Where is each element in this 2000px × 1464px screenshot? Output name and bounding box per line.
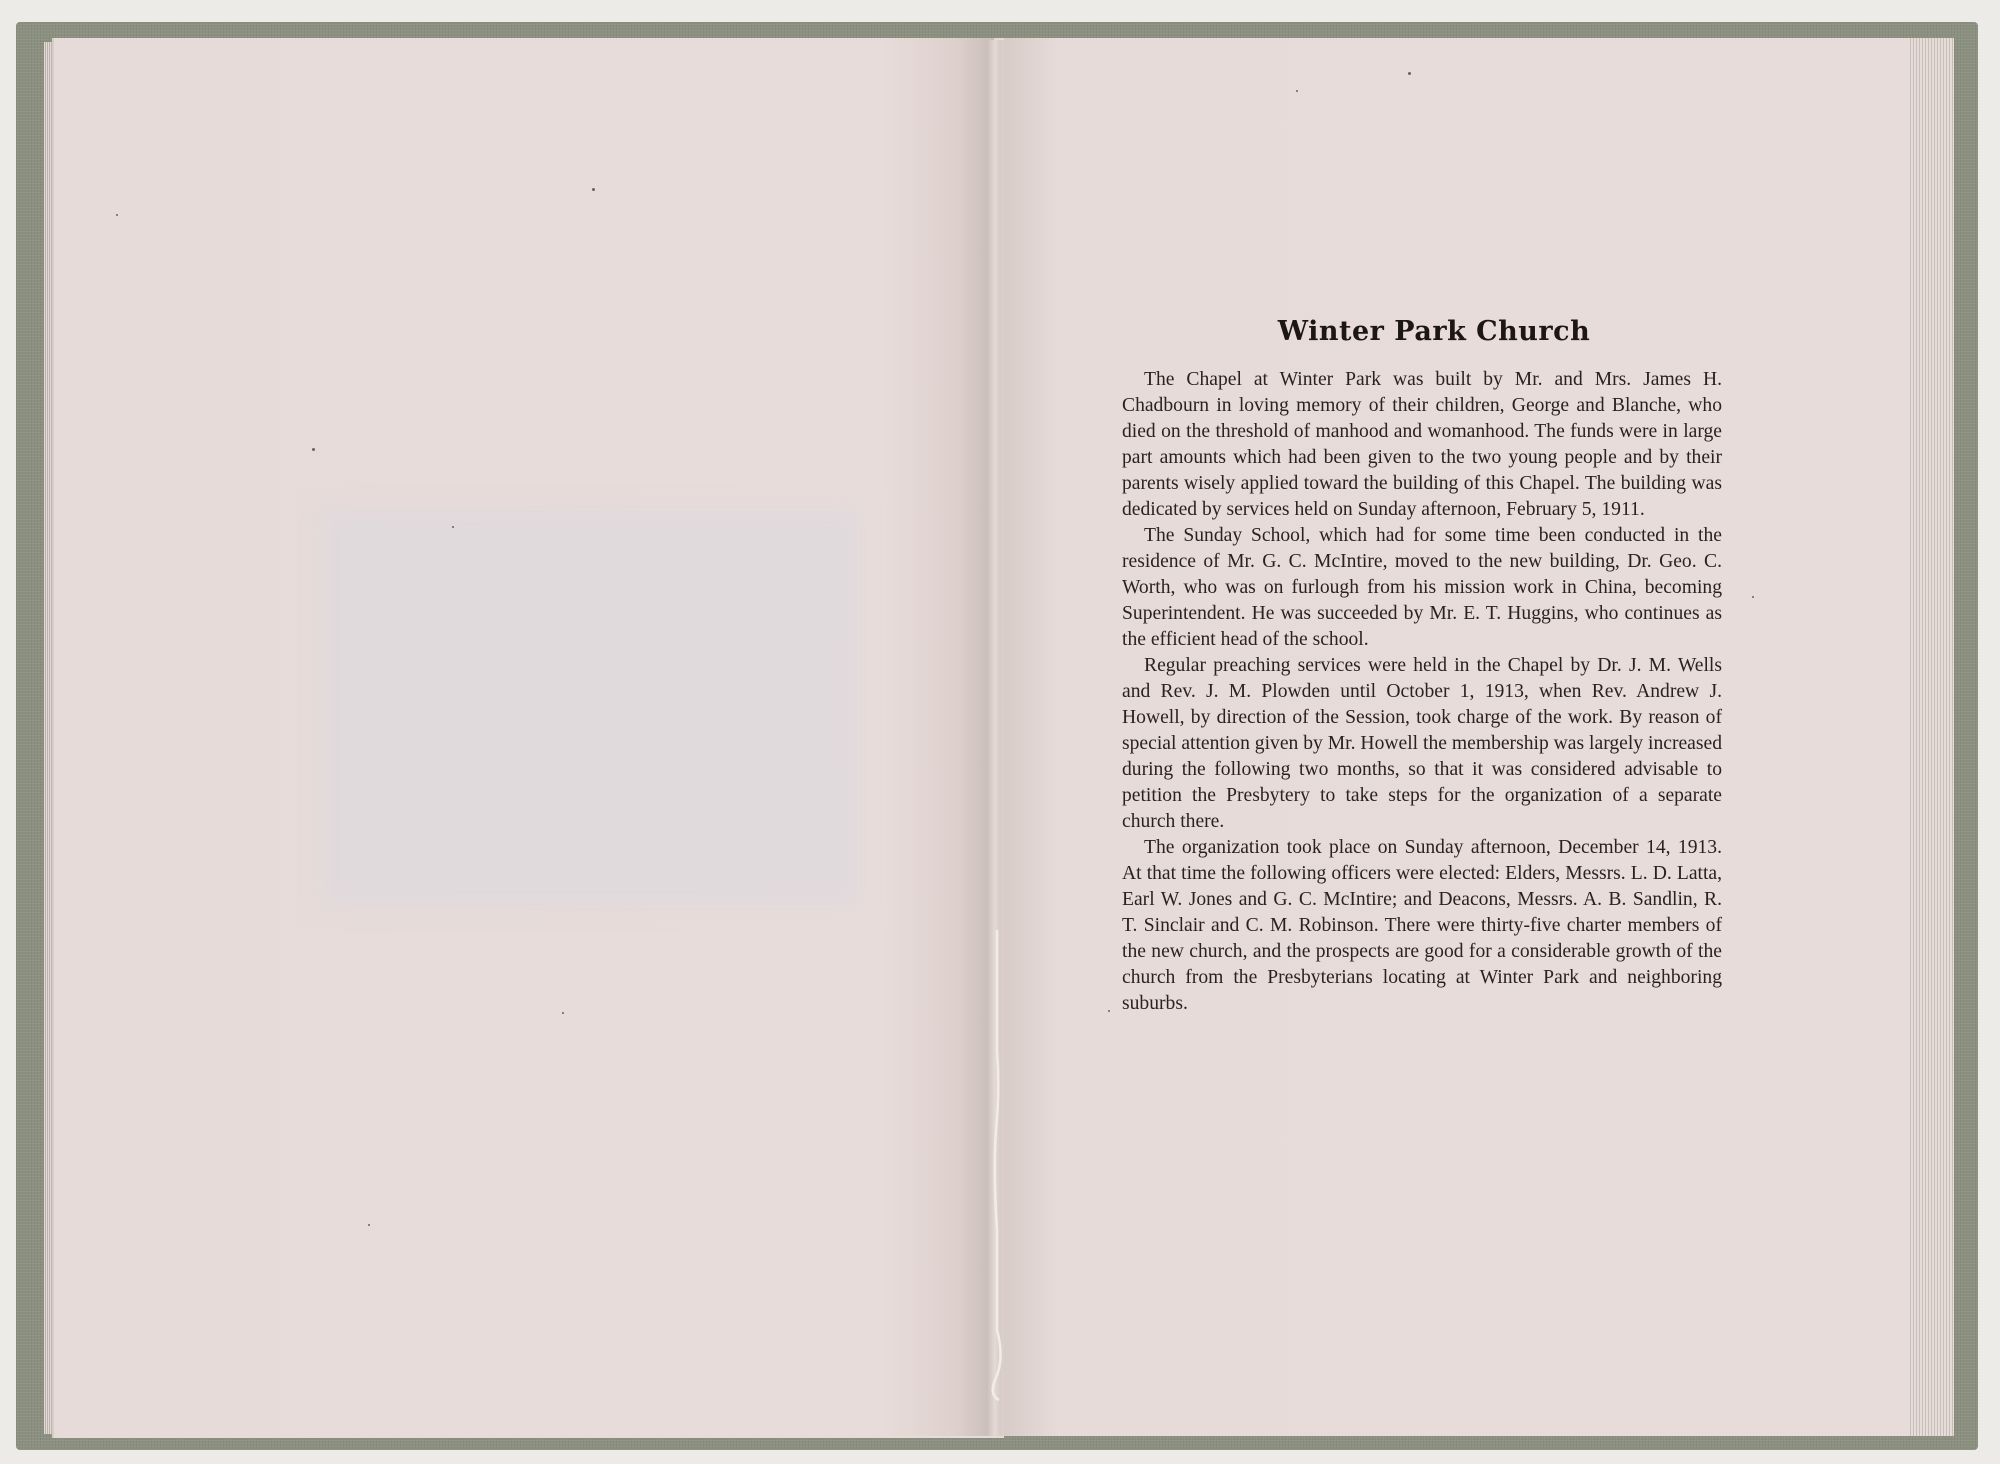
paragraph-sunday-school: The Sunday School, which had for some time been conducted in the residence of Mr. G. C. McIntire, moved to the new building, Dr. Geo. C. Worth, who was on furlough from his mission work in China, becoming Superintendent. He was succeeded by Mr. E. T. Huggins, who continues as the efficient head of the school.	[1122, 525, 1722, 650]
paragraph-chapel-history: The Chapel at Winter Park was built by Mr. and Mrs. James H. Chadbourn in loving memory of their children, George and Blanche, who died on the threshold of manhood and womanhood. The funds were in large part amounts which had been given to the two young people and by their parents wisely applied toward the building of this Chapel. The building was dedicated by services held on Sunday afternoon, February 5, 1911.	[1122, 369, 1722, 520]
paper-speck	[452, 526, 454, 528]
left-page	[62, 38, 994, 1436]
paragraph-organization: The organization took place on Sunday afternoon, December 14, 1913. At that time the following officers were elected: Elders, Messrs. L. D. Latta, Earl W. Jones and G. C. McIntire; and Deacons, Messrs. A. B. Sandlin, R. T. Sinclair and C. M. Robinson. There were thirty-five charter members of the new church, and the prospects are good for a considerable growth of the church from the Presbyterians locating at Winter Park and neighboring suburbs.	[1122, 837, 1722, 1014]
paper-speck	[1752, 596, 1754, 598]
paper-speck	[368, 1224, 370, 1226]
right-page-edges	[1908, 38, 1954, 1436]
right-page-content	[1122, 316, 1722, 1017]
paper-speck	[562, 1012, 564, 1014]
paper-speck	[312, 448, 315, 451]
left-page-stain	[320, 508, 860, 908]
paper-speck	[1408, 72, 1411, 75]
page-title: Winter Park Church	[1277, 316, 1591, 347]
paper-speck	[592, 188, 595, 191]
paragraph-preaching-services: Regular preaching services were held in the Chapel by Dr. J. M. Wells and Rev. J. M. Plowden until October 1, 1913, when Rev. Andrew J. Howell, by direction of the Session, took charge of the work. By reason of special attention given by Mr. Howell the membership was largely increased during the following two months, so that it was considered advisable to petition the Presbytery to take steps for the organization of a separate church there.	[1122, 655, 1722, 832]
paper-speck	[116, 214, 118, 216]
paper-speck	[1296, 90, 1298, 92]
paper-speck	[1108, 1010, 1110, 1012]
binding-thread	[991, 930, 1003, 1410]
